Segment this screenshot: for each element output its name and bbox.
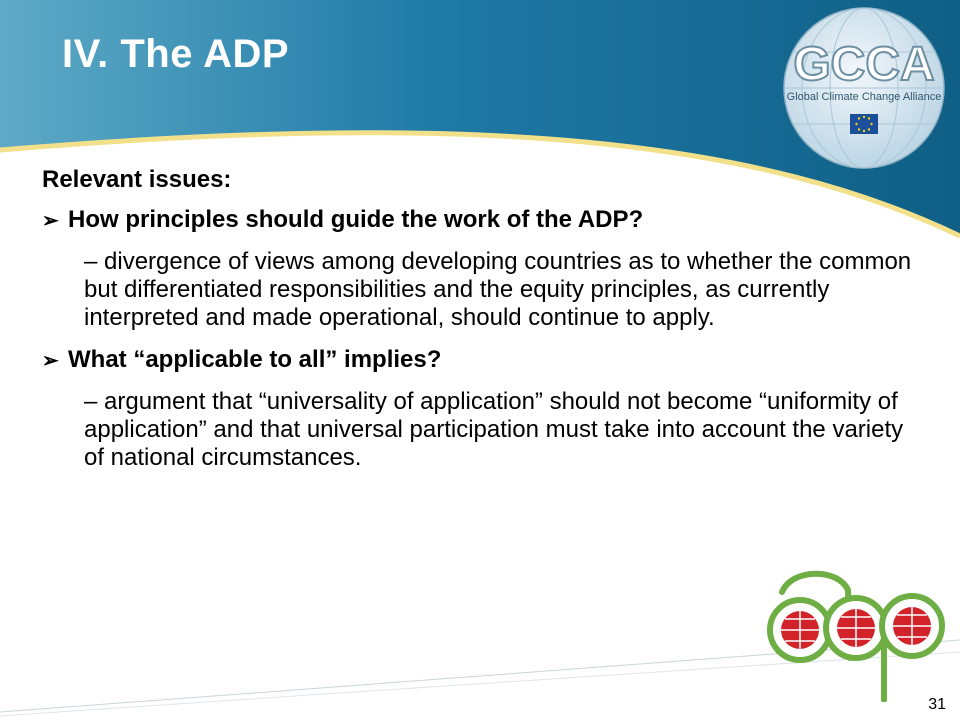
adp-logo — [752, 562, 952, 702]
gcca-logo — [778, 4, 950, 176]
sub-point-divergence: – divergence of views among developing countries as to whether the common but differentiated responsibilities and the equity principles, as currently interpreted and made operational, should continue to apply. — [84, 248, 912, 331]
bullet-principles-text: How principles should guide the work of the ADP? — [68, 206, 644, 233]
gcca-logo-text: GCCA — [793, 38, 935, 91]
gcca-logo-subtitle: Global Climate Change Alliance — [786, 91, 942, 103]
sub-point-universality: – argument that “universality of application” should not become “uniformity of application” and that universal participation must take into account the variety of national circumstances. — [84, 388, 904, 471]
bullet-applicable — [42, 346, 922, 376]
slide-title: IV. The ADP — [62, 32, 290, 76]
adp-logo-text: adp — [752, 562, 754, 563]
bullet-principles — [42, 206, 922, 236]
bullet-applicable-text: What “applicable to all” implies? — [68, 346, 442, 373]
slide-number: 31 — [928, 696, 946, 713]
relevant-issues-heading: Relevant issues: — [42, 166, 232, 193]
slide-content — [42, 166, 922, 486]
arrow-bullet-icon: ➢ — [42, 350, 59, 372]
arrow-bullet-icon: ➢ — [42, 210, 59, 232]
